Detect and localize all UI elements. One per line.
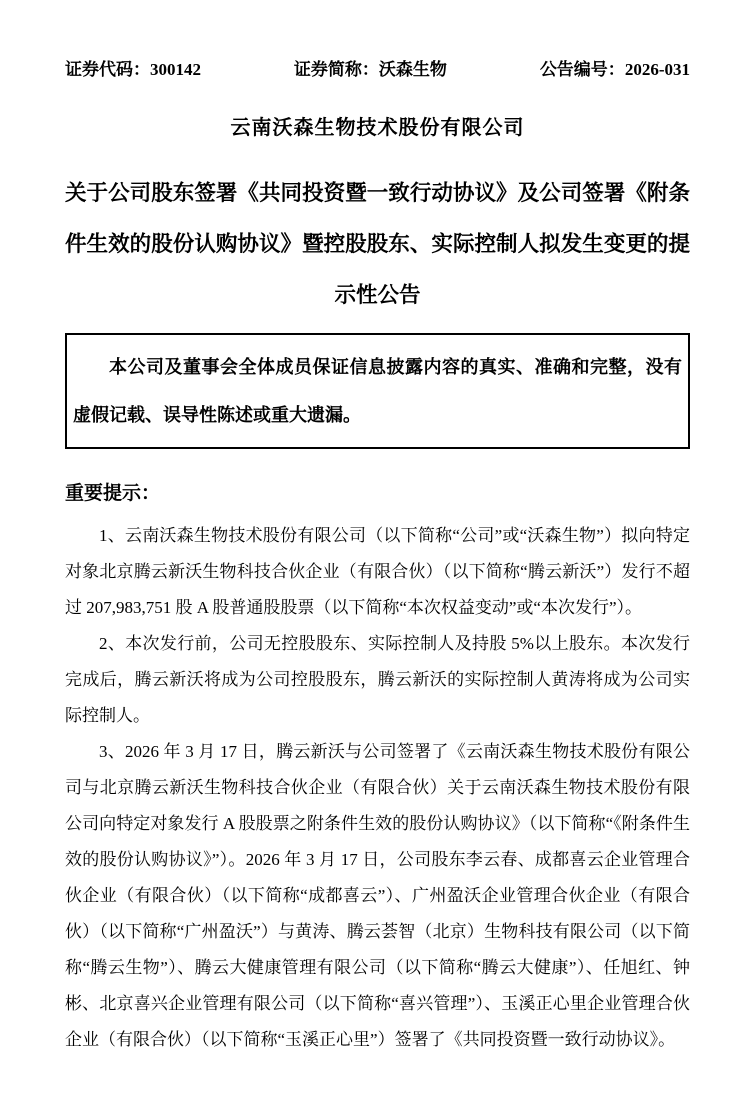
declaration-text: 本公司及董事会全体成员保证信息披露内容的真实、准确和完整，没有虚假记载、误导性陈述或重大遗漏。 xyxy=(73,357,682,425)
stock-code-label: 证券代码： xyxy=(65,60,150,79)
announcement-title: 关于公司股东签署《共同投资暨一致行动协议》及公司签署《附条件生效的股份认购协议》暨控股股东、实际控制人拟发生变更的提示性公告 xyxy=(65,181,690,307)
notice-number-label: 公告编号： xyxy=(539,60,625,79)
paragraph-2: 2、本次发行前，公司无控股股东、实际控制人及持股 5%以上股东。本次发行完成后，腾云新沃将成为公司控股股东，腾云新沃的实际控制人黄涛将成为公司实际控制人。 xyxy=(65,634,690,725)
document-header xyxy=(65,58,690,82)
stock-name xyxy=(294,58,447,82)
important-notice-heading: 重要提示： xyxy=(65,483,161,504)
paragraph-3: 3、2026 年 3 月 17 日，腾云新沃与公司签署了《云南沃森生物技术股份有限公司与北京腾云新沃生物科技合伙企业（有限合伙）关于云南沃森生物技术股份有限公司向特定对象发行 A 股股票之附条件生效的股份认购协议》（以下简称“《附条件生效的股份认购协议》”）。2026 年 3 月 17 日，公司股东李云春、成都喜云企业管理合伙企业（有限合伙）（以下简称“成都喜云”）、广州盈沃企业管理合伙企业（有限合伙）（以下简称“广州盈沃”）与黄涛、腾云荟智（北京）生物科技有限公司（以下简称“腾云生物”）、腾云大健康管理有限公司（以下简称“腾云大健康”）、任旭红、钟彬、北京喜兴企业管理有限公司（以下简称“喜兴管理”）、玉溪正心里企业管理合伙企业（有限合伙）（以下简称“玉溪正心里”）签署了《共同投资暨一致行动协议》。 xyxy=(65,742,690,1049)
paragraph-1: 1、云南沃森生物技术股份有限公司（以下简称“公司”或“沃森生物”）拟向特定对象北京腾云新沃生物科技合伙企业（有限合伙）（以下简称“腾云新沃”）发行不超过 207,983,751 股 A 股普通股股票（以下简称“本次权益变动”或“本次发行”）。 xyxy=(65,526,690,617)
declaration-box xyxy=(65,333,690,449)
stock-code xyxy=(65,58,201,82)
company-title: 云南沃森生物技术股份有限公司 xyxy=(230,117,525,139)
notice-number xyxy=(540,58,690,82)
stock-name-label: 证券简称： xyxy=(293,60,379,79)
stock-name-value: 沃森生物 xyxy=(378,60,447,79)
stock-code-value: 300142 xyxy=(150,60,201,79)
notice-number-value: 2026-031 xyxy=(624,60,690,79)
announcement-body xyxy=(65,518,690,1058)
